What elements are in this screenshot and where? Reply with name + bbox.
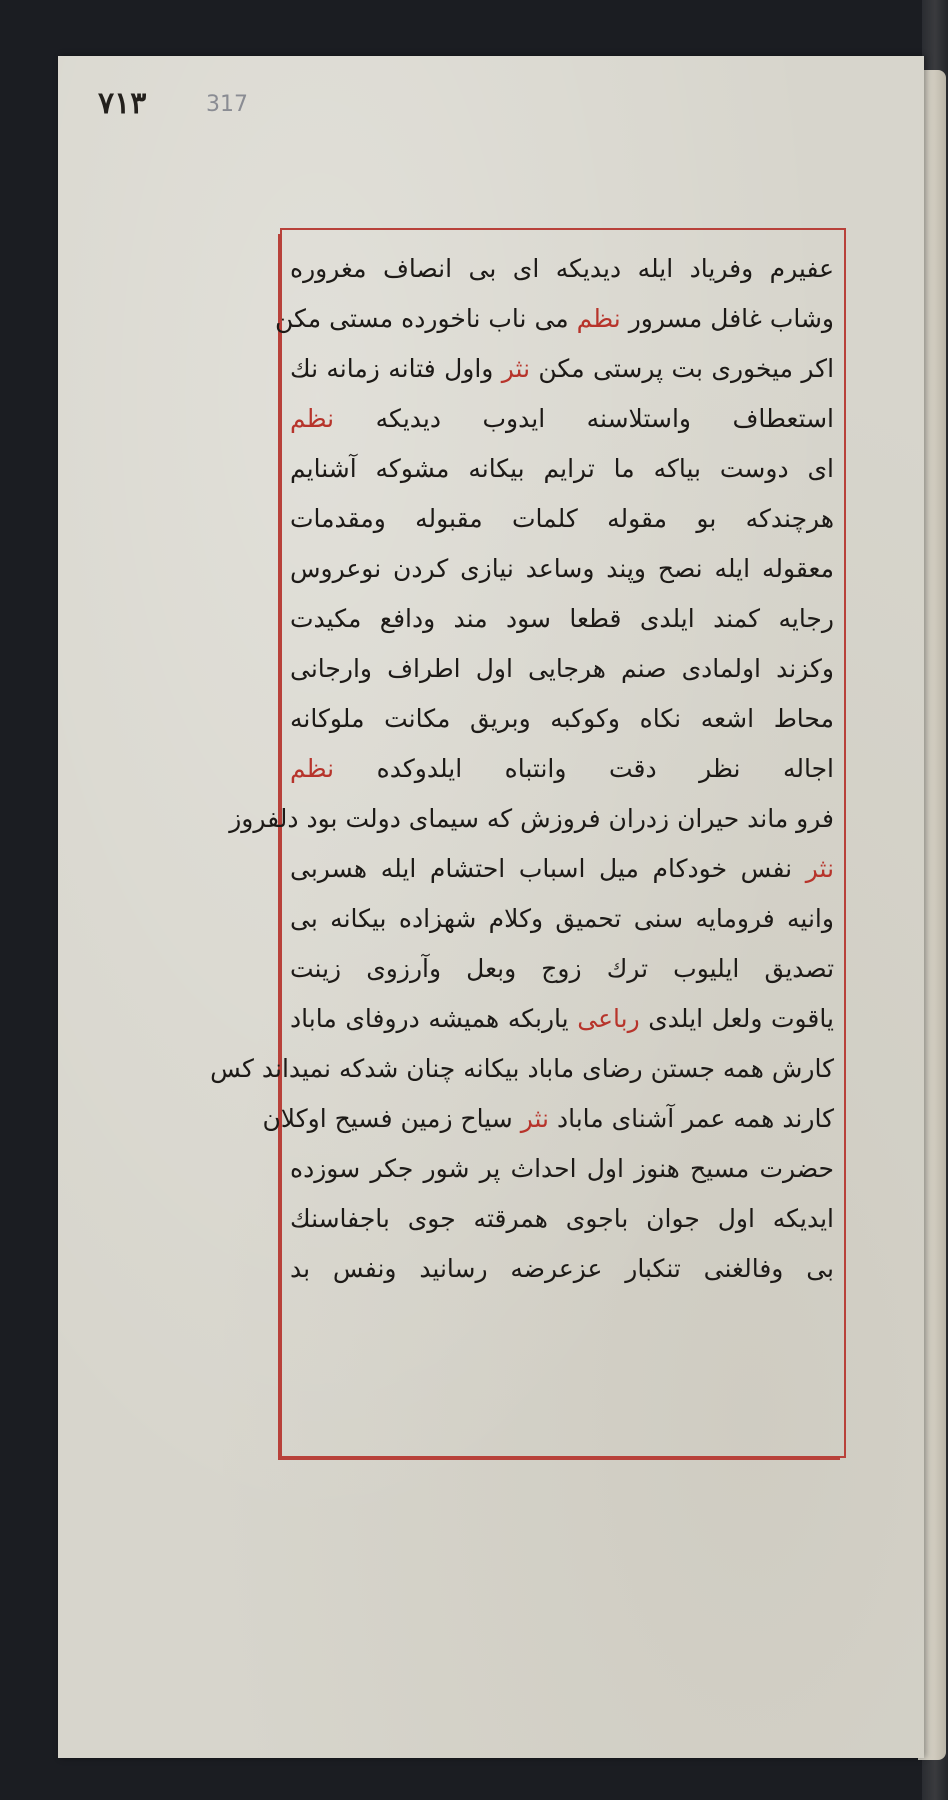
word: كلمات — [511, 504, 578, 533]
word: ماند — [747, 804, 789, 833]
word: شهزاده — [398, 904, 477, 933]
word: كارند — [782, 1104, 834, 1133]
word: ترايم — [543, 454, 595, 483]
rubric-word: نظم — [576, 304, 621, 333]
word: اولمادى — [681, 654, 761, 683]
word: وفرياد — [689, 254, 754, 283]
word: رضاى — [582, 1054, 643, 1083]
word: اشعه — [700, 704, 755, 733]
word: اسباب — [518, 854, 586, 883]
word: مسرور — [628, 304, 703, 333]
word: اول — [586, 1154, 624, 1183]
word: قطعا — [569, 604, 622, 633]
word: اجاله — [782, 754, 834, 783]
word: مسيح — [689, 1154, 750, 1183]
word: خودكام — [652, 854, 728, 883]
word: نفس — [740, 854, 793, 883]
word: ايلدى — [648, 1004, 704, 1033]
word: ايله — [637, 254, 674, 283]
word: ترك — [606, 954, 649, 983]
word: وانيه — [787, 904, 834, 933]
word: ياقوت — [770, 1004, 834, 1033]
word: چنان — [406, 1054, 456, 1083]
word: اطراف — [387, 654, 461, 683]
word: كارش — [771, 1054, 834, 1083]
rubric-word: نظم — [290, 404, 335, 433]
word: مكن — [274, 304, 322, 333]
word: آشناى — [611, 1104, 675, 1133]
word: مى — [534, 304, 569, 333]
word: بيكانه — [330, 904, 387, 933]
word: هرچندكه — [745, 504, 835, 533]
word: مستى — [329, 304, 394, 333]
word: فسيح — [334, 1104, 393, 1133]
word: ايله — [380, 854, 417, 883]
word: عفيرم — [769, 254, 835, 283]
word: سود — [505, 604, 551, 633]
text-block — [210, 244, 835, 1444]
word: فرومايه — [695, 904, 775, 933]
text-line — [290, 344, 834, 394]
rubric-word: نثر — [805, 854, 835, 883]
word: سياح — [460, 1104, 513, 1133]
word: وبريق — [470, 704, 531, 733]
word: نميداند — [261, 1054, 331, 1083]
word: ومقدمات — [290, 504, 386, 533]
word: ماباد — [290, 1004, 337, 1033]
word: نكاه — [639, 704, 682, 733]
word: ونفس — [332, 1254, 397, 1283]
word: وساعد — [525, 554, 595, 583]
word: كردن — [393, 554, 449, 583]
word: هسربى — [290, 854, 368, 883]
word: وارجانى — [290, 654, 372, 683]
word: هنوز — [634, 1154, 680, 1183]
word: كه — [486, 804, 513, 833]
rubric-word: نثر — [501, 354, 531, 383]
word: وكزند — [776, 654, 834, 683]
text-line — [290, 944, 834, 994]
word: نيازى — [460, 554, 514, 583]
text-line — [290, 994, 834, 1044]
rubric-word: رباعى — [577, 1004, 640, 1033]
word: هميشه — [428, 1004, 500, 1033]
text-line — [290, 444, 834, 494]
word: مكن — [538, 354, 585, 383]
text-line — [290, 394, 834, 444]
word: رجايه — [778, 604, 834, 633]
word: زمين — [400, 1104, 453, 1133]
word: اول — [717, 1204, 755, 1233]
word: شور — [423, 1154, 470, 1183]
word: جوى — [407, 1204, 456, 1233]
word: هرجايى — [528, 654, 606, 683]
word: ناخورده — [401, 304, 481, 333]
word: همرقته — [473, 1204, 548, 1233]
word: صنم — [621, 654, 667, 683]
rubric-word: نثر — [520, 1104, 549, 1133]
word: ايلدوكده — [376, 754, 463, 783]
word: محاط — [773, 704, 834, 733]
word: جوان — [646, 1204, 700, 1233]
word: فتانه — [388, 354, 436, 383]
word: ناب — [488, 304, 527, 333]
word: واستلاسنه — [586, 404, 691, 433]
word: تصديق — [764, 954, 835, 983]
word: جستن — [650, 1054, 715, 1083]
word: پرستى — [593, 354, 664, 383]
folio-number: ٣١٧ — [98, 86, 147, 121]
word: زدران — [608, 804, 670, 833]
word: ديديكه — [555, 254, 622, 283]
text-line — [262, 1094, 834, 1144]
word: شدكه — [338, 1054, 399, 1083]
word: عمر — [682, 1104, 726, 1133]
word: دولت — [345, 804, 401, 833]
word: وبعل — [466, 954, 517, 983]
word: سيماى — [408, 804, 479, 833]
word: وانتباه — [504, 754, 567, 783]
word: تنكبار — [625, 1254, 681, 1283]
word: دروفاى — [345, 1004, 420, 1033]
word: عزعرضه — [510, 1254, 603, 1283]
text-line — [290, 1194, 834, 1244]
text-line — [229, 794, 834, 844]
word: سوزده — [290, 1154, 361, 1183]
word: استعطاف — [732, 404, 835, 433]
word: اى — [512, 254, 540, 283]
word: زينت — [290, 954, 342, 983]
word: ولعل — [711, 1004, 763, 1033]
word: ميخورى — [711, 354, 794, 383]
text-line — [290, 244, 834, 294]
word: ايديكه — [772, 1204, 834, 1233]
word: همه — [733, 1104, 775, 1133]
word: مشوكه — [375, 454, 450, 483]
word: غافل — [710, 304, 762, 333]
word: اكر — [801, 354, 835, 383]
word: نك — [290, 354, 319, 383]
word: كس — [210, 1054, 254, 1083]
text-line — [290, 744, 834, 794]
text-line — [290, 694, 834, 744]
word: ميل — [599, 854, 639, 883]
word: ايدوب — [482, 404, 546, 433]
word: مند — [453, 604, 488, 633]
word: ديديكه — [375, 404, 441, 433]
word: مقوله — [607, 504, 668, 533]
word: نظر — [699, 754, 741, 783]
word: ودافع — [379, 604, 436, 633]
word: حيران — [677, 804, 740, 833]
word: اوكلان — [262, 1104, 327, 1133]
word: احتشام — [429, 854, 506, 883]
word: نصح — [657, 554, 703, 583]
word: بى — [468, 254, 497, 283]
text-line — [290, 644, 834, 694]
word: ايلدى — [639, 604, 695, 633]
word: وكلام — [488, 904, 544, 933]
text-line — [290, 494, 834, 544]
word: ماباد — [527, 1054, 575, 1083]
word: بيكانه — [463, 1054, 520, 1083]
word: باجوى — [565, 1204, 629, 1233]
word: بود — [306, 804, 338, 833]
text-line — [290, 1144, 834, 1194]
word: وكوكبه — [550, 704, 621, 733]
word: نوعروس — [290, 554, 382, 583]
word: بى — [806, 1254, 834, 1283]
word: دلفروز — [229, 804, 299, 833]
word: دوست — [719, 454, 789, 483]
text-line — [290, 594, 834, 644]
word: وفالغنى — [703, 1254, 784, 1283]
word: تحميق — [555, 904, 622, 933]
word: جكر — [370, 1154, 414, 1183]
word: ايله — [714, 554, 751, 583]
word: همه — [722, 1054, 764, 1083]
word: بو — [696, 504, 717, 533]
word: واول — [444, 354, 494, 383]
word: ايليوب — [673, 954, 740, 983]
word: مكيدت — [290, 604, 362, 633]
word: بيكانه — [468, 454, 525, 483]
word: وآرزوى — [366, 954, 442, 983]
text-line — [290, 544, 834, 594]
text-line — [274, 294, 834, 344]
word: ما — [613, 454, 635, 483]
word: حضرت — [759, 1154, 834, 1183]
text-line — [290, 844, 834, 894]
word: فروزش — [520, 804, 601, 833]
word: بى — [290, 904, 318, 933]
word: كمند — [713, 604, 761, 633]
word: احداث — [510, 1154, 577, 1183]
word: سنى — [633, 904, 684, 933]
text-line — [290, 1244, 834, 1294]
word: باجفاسنك — [290, 1204, 390, 1233]
word: مغروره — [290, 254, 367, 283]
rubric-word: نظم — [290, 754, 335, 783]
word: مقبوله — [415, 504, 483, 533]
word: بد — [290, 1254, 311, 1283]
text-line — [290, 894, 834, 944]
word: وپند — [606, 554, 646, 583]
word: ملوكانه — [290, 704, 365, 733]
word: فرو — [796, 804, 834, 833]
word: اول — [475, 654, 513, 683]
word: اى — [807, 454, 834, 483]
word: رسانيد — [419, 1254, 488, 1283]
pencil-folio-note: 317 — [206, 92, 248, 117]
word: پر — [479, 1154, 501, 1183]
word: وشاب — [769, 304, 834, 333]
word: آشنايم — [290, 454, 357, 483]
word: زوج — [541, 954, 582, 983]
word: بياكه — [653, 454, 701, 483]
word: ماباد — [556, 1104, 604, 1133]
word: مكانت — [384, 704, 451, 733]
text-line — [210, 1044, 834, 1094]
word: انصاف — [382, 254, 453, 283]
word: ياربكه — [507, 1004, 569, 1033]
word: زمانه — [326, 354, 380, 383]
word: دقت — [608, 754, 657, 783]
word: معقوله — [761, 554, 834, 583]
word: بت — [671, 354, 703, 383]
